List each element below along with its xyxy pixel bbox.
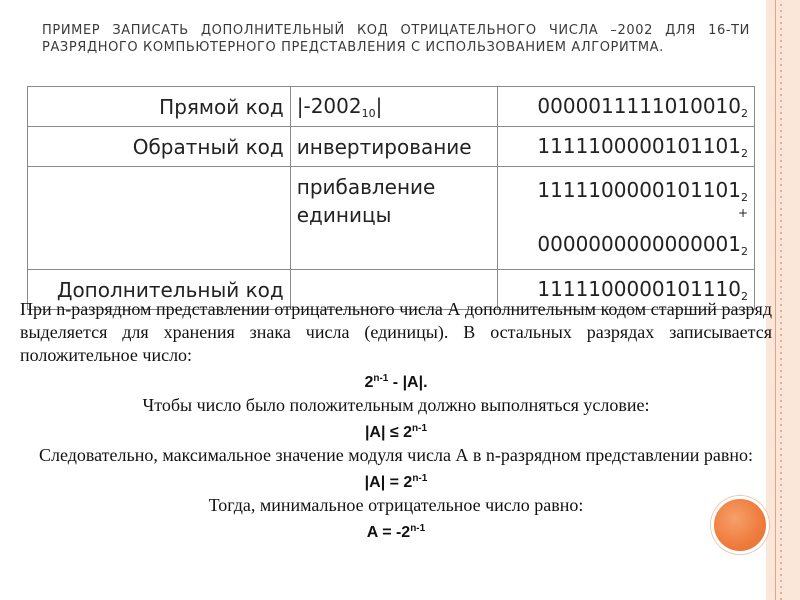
formula-exponent: n-1 (410, 523, 426, 534)
decoration-dot (780, 274, 782, 276)
binary-value: 1111100000101110 (537, 276, 741, 301)
decoration-dot (780, 154, 782, 156)
decoration-dot (780, 382, 782, 384)
formula-minimum (20, 517, 772, 544)
decoration-dot (780, 334, 782, 336)
decoration-dot (780, 40, 782, 42)
decoration-dot (780, 148, 782, 150)
row-label: Обратный код (28, 127, 291, 167)
explanation-text (20, 298, 772, 544)
decoration-dot (780, 496, 782, 498)
decoration-dot (780, 574, 782, 576)
decoration-dot (780, 586, 782, 588)
side-decoration-dots (780, 0, 790, 600)
decoration-dot (780, 418, 782, 420)
decoration-dot (780, 442, 782, 444)
decoration-dot (780, 460, 782, 462)
decoration-dot (780, 322, 782, 324)
decoration-dot (780, 112, 782, 114)
decoration-dot (780, 106, 782, 108)
row-label: Дополнительный код (28, 270, 291, 310)
row-value (498, 167, 755, 270)
decoration-dot (780, 100, 782, 102)
decoration-dot (780, 484, 782, 486)
paragraph-intro: При n-разрядном представлении отрицательного числа А дополнительным кодом старший разряд выделяется для хранения знака числа (единицы). В остальных разрядах записывается положительное число: (20, 299, 772, 365)
code-table (27, 86, 755, 310)
formula-exponent: n-1 (412, 423, 428, 434)
decoration-dot (780, 70, 782, 72)
decoration-dot (780, 316, 782, 318)
decoration-dot (780, 430, 782, 432)
decoration-dot (780, 370, 782, 372)
decoration-dot (780, 286, 782, 288)
table-row-inverse-code (28, 127, 755, 167)
table-row-direct-code (28, 87, 755, 127)
row-label (28, 167, 291, 270)
decoration-dot (780, 550, 782, 552)
decoration-dot (780, 136, 782, 138)
binary-value: 1111100000101101 (537, 133, 741, 158)
decoration-dot (780, 64, 782, 66)
decoration-dot (780, 556, 782, 558)
table-row-add-one (28, 167, 755, 270)
formula-lhs: |A| ≤ 2 (364, 424, 413, 441)
decoration-dot (780, 130, 782, 132)
decoration-dot (780, 592, 782, 594)
decoration-dot (780, 490, 782, 492)
addend-top (537, 178, 748, 204)
decoration-dot (780, 16, 782, 18)
decoration-dot (780, 118, 782, 120)
decoration-dot (780, 526, 782, 528)
decoration-dot (780, 394, 782, 396)
decoration-dot (780, 142, 782, 144)
decoration-dot (780, 34, 782, 36)
decoration-dot (780, 238, 782, 240)
decoration-dot (780, 304, 782, 306)
decoration-dot (780, 352, 782, 354)
side-decoration-line (775, 0, 776, 600)
decoration-dot (780, 4, 782, 6)
decoration-dot (780, 178, 782, 180)
decoration-dot (780, 220, 782, 222)
decoration-dot (780, 88, 782, 90)
binary-value: 1111100000101101 (537, 178, 741, 202)
line-condition: Чтобы число было положительным должно выполняться условие: (142, 395, 650, 415)
row-value (498, 127, 755, 167)
decoration-dot (780, 388, 782, 390)
decoration-dot (780, 166, 782, 168)
action-suffix: | (375, 93, 383, 118)
decoration-dot (780, 124, 782, 126)
decoration-dot (780, 580, 782, 582)
decoration-dot (780, 22, 782, 24)
binary-base: 2 (741, 289, 748, 303)
binary-base: 2 (741, 245, 748, 258)
addend-bottom (537, 232, 748, 258)
decoration-dot (780, 256, 782, 258)
formula-exponent: n-1 (412, 473, 428, 484)
decoration-dot (780, 208, 782, 210)
decoration-dot (780, 160, 782, 162)
decoration-dot (780, 94, 782, 96)
action-text: |-2002 (296, 93, 362, 118)
decoration-dot (780, 280, 782, 282)
row-action (290, 87, 497, 127)
plus-sign: + (737, 206, 748, 220)
formula-lhs: A = -2 (366, 524, 411, 541)
row-action: прибавление единицы (290, 167, 497, 270)
decoration-dot (780, 202, 782, 204)
decoration-dot (780, 226, 782, 228)
decoration-dot (780, 10, 782, 12)
decoration-dot (780, 424, 782, 426)
binary-value: 0000011111010010 (537, 93, 741, 118)
decoration-dot (780, 454, 782, 456)
decoration-dot (780, 310, 782, 312)
formula-lhs: |A| = 2 (364, 474, 413, 491)
decoration-dot (780, 364, 782, 366)
formula-rest: - |A|. (388, 374, 428, 391)
decoration-dot (780, 232, 782, 234)
decoration-dot (780, 298, 782, 300)
decoration-dot (780, 358, 782, 360)
row-action: инвертирование (290, 127, 497, 167)
decoration-dot (780, 250, 782, 252)
formula-maximum (20, 467, 772, 494)
decoration-dot (780, 346, 782, 348)
decoration-dot (780, 508, 782, 510)
decoration-dot (780, 562, 782, 564)
decoration-dot (780, 544, 782, 546)
decoration-dot (780, 448, 782, 450)
formula-exponent: n-1 (373, 373, 389, 384)
decoration-dot (780, 58, 782, 60)
decoration-dot (780, 406, 782, 408)
decoration-dot (780, 28, 782, 30)
decoration-dot (780, 472, 782, 474)
decoration-dot (780, 184, 782, 186)
decoration-dot (780, 292, 782, 294)
binary-base: 2 (741, 191, 748, 204)
row-value (498, 87, 755, 127)
decoration-dot (780, 478, 782, 480)
decoration-dot (780, 172, 782, 174)
binary-base: 2 (741, 146, 748, 160)
decoration-dot (780, 532, 782, 534)
action-subscript: 10 (361, 106, 376, 120)
decoration-dot (780, 190, 782, 192)
decoration-dot (780, 376, 782, 378)
decoration-dot (780, 52, 782, 54)
decoration-dot (780, 46, 782, 48)
decoration-dot (780, 568, 782, 570)
decoration-dot (780, 244, 782, 246)
decoration-dot (780, 262, 782, 264)
addition-stack (504, 170, 748, 266)
decoration-dot (780, 340, 782, 342)
formula-condition (20, 417, 772, 444)
decoration-dot (780, 514, 782, 516)
binary-value: 0000000000000001 (537, 232, 741, 256)
decoration-dot (780, 214, 782, 216)
decoration-dot (780, 538, 782, 540)
decoration-dot (780, 466, 782, 468)
decoration-dot (780, 196, 782, 198)
binary-base: 2 (741, 106, 748, 120)
line-minimum: Тогда, минимальное отрицательное число равно: (208, 495, 584, 515)
decoration-dot (780, 520, 782, 522)
decoration-dot (780, 82, 782, 84)
decoration-dot (780, 502, 782, 504)
decoration-dot (780, 400, 782, 402)
decoration-dot (780, 412, 782, 414)
slide-heading: ПРИМЕР ЗАПИСАТЬ ДОПОЛНИТЕЛЬНЫЙ КОД ОТРИЦАТЕЛЬНОГО ЧИСЛА –2002 ДЛЯ 16-ТИ РАЗРЯДНОГО КОМПЬЮТЕРНОГО ПРЕДСТАВЛЕНИЯ С ИСПОЛЬЗОВАНИЕМ АЛГОРИТМА. (42, 23, 750, 55)
decoration-dot (780, 328, 782, 330)
formula-positive-value (20, 367, 772, 394)
formula-base: 2 (364, 374, 374, 391)
line-maximum: Следовательно, максимальное значение модуля числа А в n-разрядном представлении равно: (38, 445, 753, 465)
row-label: Прямой код (28, 87, 291, 127)
decoration-dot (780, 436, 782, 438)
decoration-dot (780, 268, 782, 270)
decoration-dot (780, 76, 782, 78)
